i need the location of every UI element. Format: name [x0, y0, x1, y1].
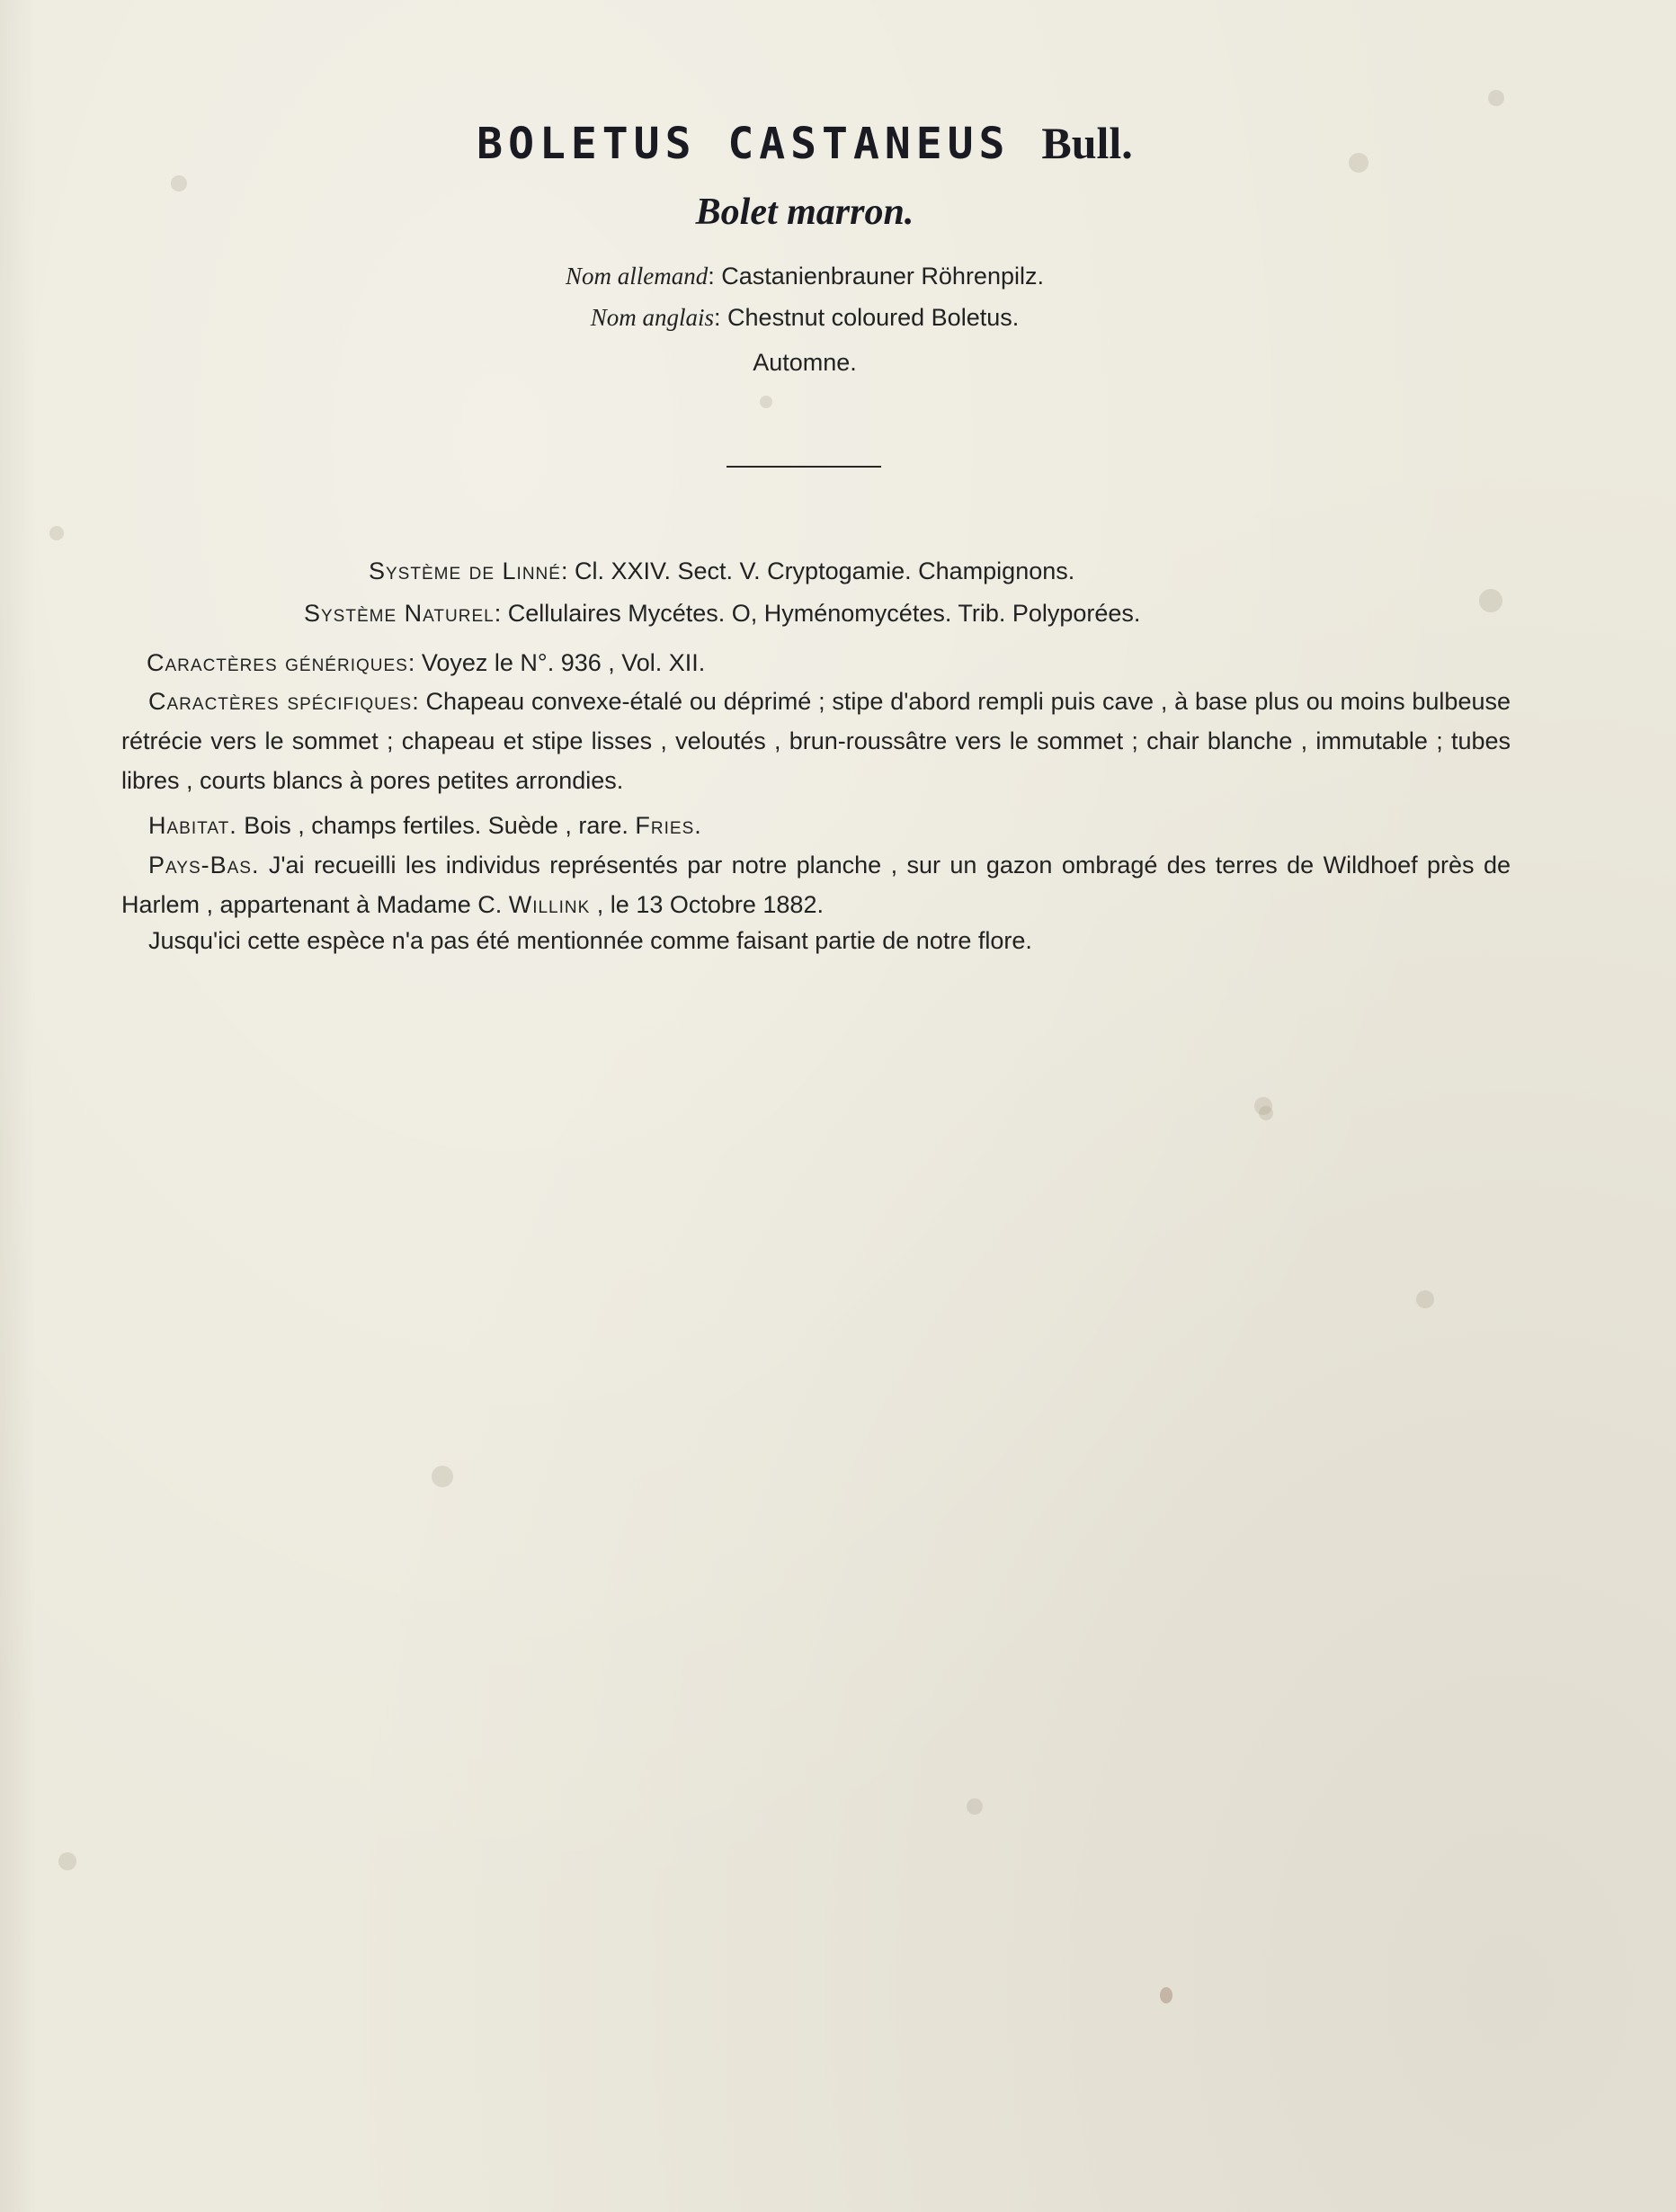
- linne-system-text: : Cl. XXIV. Sect. V. Cryptogamie. Champignons.: [560, 557, 1075, 584]
- species-author: Bull.: [1041, 118, 1133, 168]
- paper-speck: [967, 1798, 983, 1815]
- specific-characters-paragraph: [121, 682, 1511, 800]
- paper-speck: [171, 175, 187, 192]
- generic-characters-label: Caractères génériques: [147, 649, 408, 676]
- german-name-value: : Castanienbrauner Röhrenpilz.: [708, 263, 1044, 290]
- paper-speck: [1488, 90, 1504, 106]
- natural-system-text: : Cellulaires Mycétes. O, Hyménomycétes. Trib. Polyporées.: [494, 600, 1141, 627]
- natural-system-label: Système Naturel: [304, 600, 495, 627]
- linne-system-line: [369, 557, 1074, 585]
- linne-system-label: Système de Linné: [369, 557, 561, 584]
- species-name: BOLETUS CASTANEUS: [477, 119, 1011, 169]
- paysbas-paragraph: [121, 845, 1511, 924]
- paper-speck: [49, 526, 64, 540]
- generic-characters-line: [147, 649, 705, 677]
- final-note-paragraph: Jusqu'ici cette espèce n'a pas été mentionnée comme faisant partie de notre flore.: [148, 927, 1032, 954]
- english-name-value: : Chestnut coloured Boletus.: [714, 304, 1020, 331]
- paper-speck: [1160, 1987, 1172, 2003]
- habitat-label: Habitat.: [148, 812, 237, 839]
- paper-speck: [1479, 589, 1502, 612]
- habitat-text: Bois , champs fertiles. Suède , rare.: [236, 812, 636, 839]
- divider-rule: [727, 466, 881, 468]
- season-line: Automne.: [753, 349, 857, 376]
- paysbas-name: Willink: [508, 891, 591, 918]
- specific-characters-text: : Chapeau convexe-étalé ou déprimé ; stipe d'abord rempli puis cave , à base plus ou moins bulbeuse rétrécie vers le sommet ; chapeau et stipe lisses , veloutés , brun-roussâtre vers le sommet ; chair blanche , immutable ; tubes libres , courts blancs à pores petites arrondies.: [121, 688, 1511, 794]
- paysbas-text: J'ai recueilli les individus représentés par notre planche , sur un gazon ombragé des terres de Wildhoef près de Harlem , appartenant à Madame C.: [121, 852, 1511, 918]
- english-name-line: [0, 304, 1609, 332]
- paper-speck: [1416, 1290, 1434, 1308]
- specific-characters-label: Caractères spécifiques: [148, 688, 413, 715]
- paper-speck: [760, 396, 772, 408]
- paysbas-label: Pays-Bas.: [148, 852, 260, 879]
- species-title: [0, 117, 1609, 169]
- habitat-paragraph: [121, 806, 1511, 845]
- paper-speck: [1259, 1106, 1273, 1120]
- paper-speck: [58, 1852, 76, 1870]
- german-name-line: [0, 263, 1609, 290]
- habitat-author: Fries.: [635, 812, 702, 839]
- paysbas-end: , le 13 Octobre 1882.: [590, 891, 824, 918]
- common-name: Bolet marron.: [695, 192, 914, 233]
- paper-speck: [432, 1466, 453, 1487]
- german-name-label: Nom allemand: [566, 263, 709, 290]
- english-name-label: Nom anglais: [590, 304, 715, 331]
- natural-system-line: [304, 600, 1140, 628]
- generic-characters-text: : Voyez le N°. 936 , Vol. XII.: [407, 649, 706, 676]
